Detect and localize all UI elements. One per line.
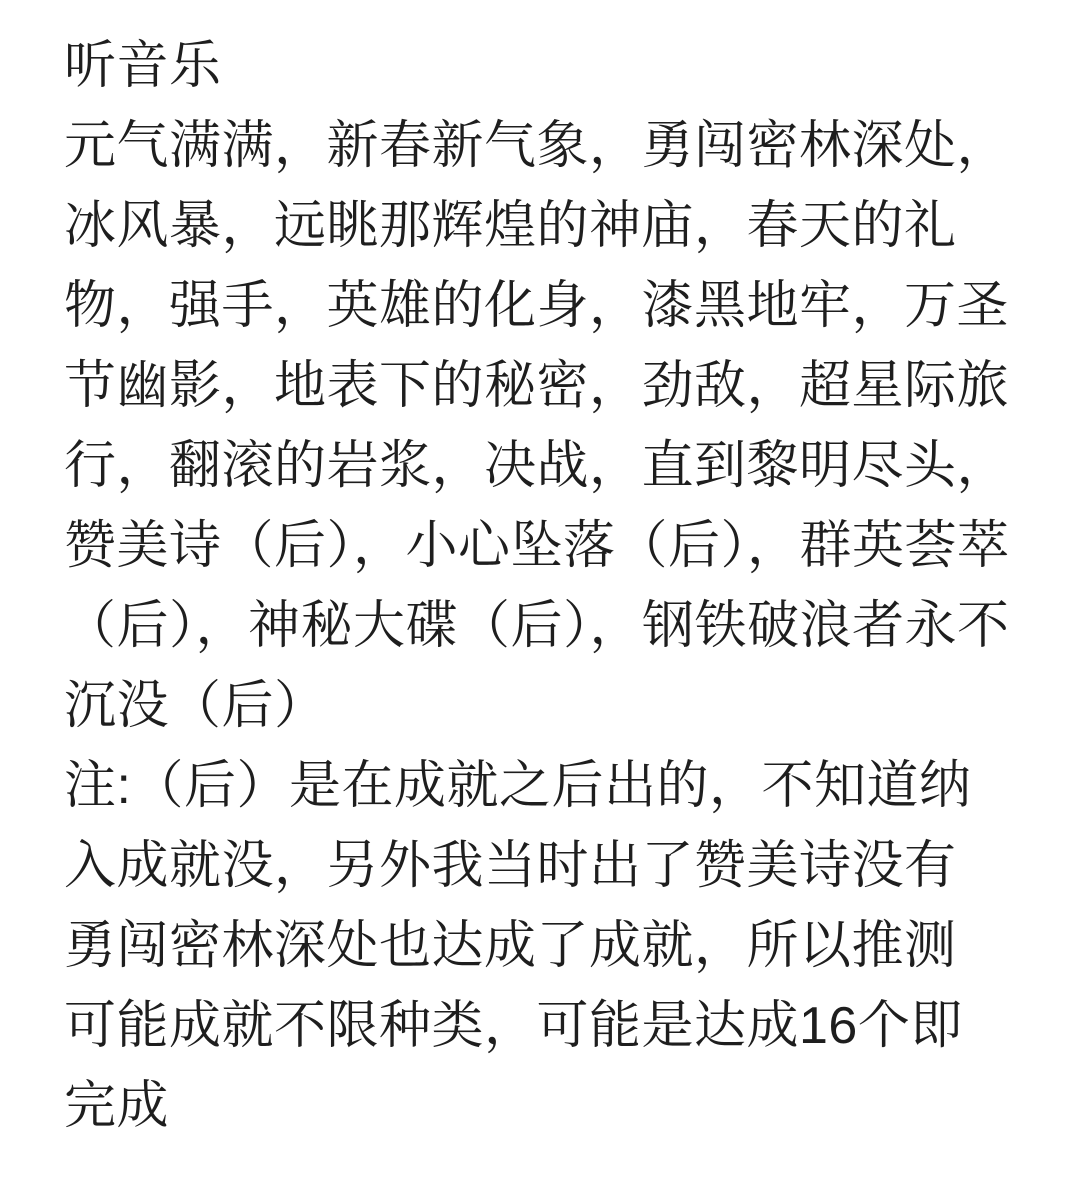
note-line: 入成就没，另外我当时出了赞美诗没有 <box>64 837 957 895</box>
document-title: 听音乐 <box>64 37 222 95</box>
text-line: 物，强手，英雄的化身，漆黑地牢，万圣 <box>64 277 1010 335</box>
text-line: （后），神秘大碟（后），钢铁破浪者永不 <box>64 597 1010 655</box>
text-line: 行，翻滚的岩浆，决战，直到黎明尽头， <box>64 437 1010 495</box>
note-line: 完成 <box>64 1077 170 1135</box>
text-line: 冰风暴，远眺那辉煌的神庙，春天的礼 <box>64 197 957 255</box>
note-line: 注:（后）是在成就之后出的，不知道纳 <box>64 757 972 815</box>
text-line: 元气满满，新春新气象，勇闯密林深处， <box>64 117 1010 175</box>
note-line: 勇闯密林深处也达成了成就，所以推测 <box>64 917 957 975</box>
text-line: 赞美诗（后），小心坠落（后），群英荟萃 <box>64 517 1010 575</box>
text-line: 节幽影，地表下的秘密，劲敌，超星际旅 <box>64 357 1010 415</box>
note-line: 可能成就不限种类，可能是达成16个即 <box>64 997 963 1055</box>
text-line: 沉没（后） <box>64 677 327 735</box>
